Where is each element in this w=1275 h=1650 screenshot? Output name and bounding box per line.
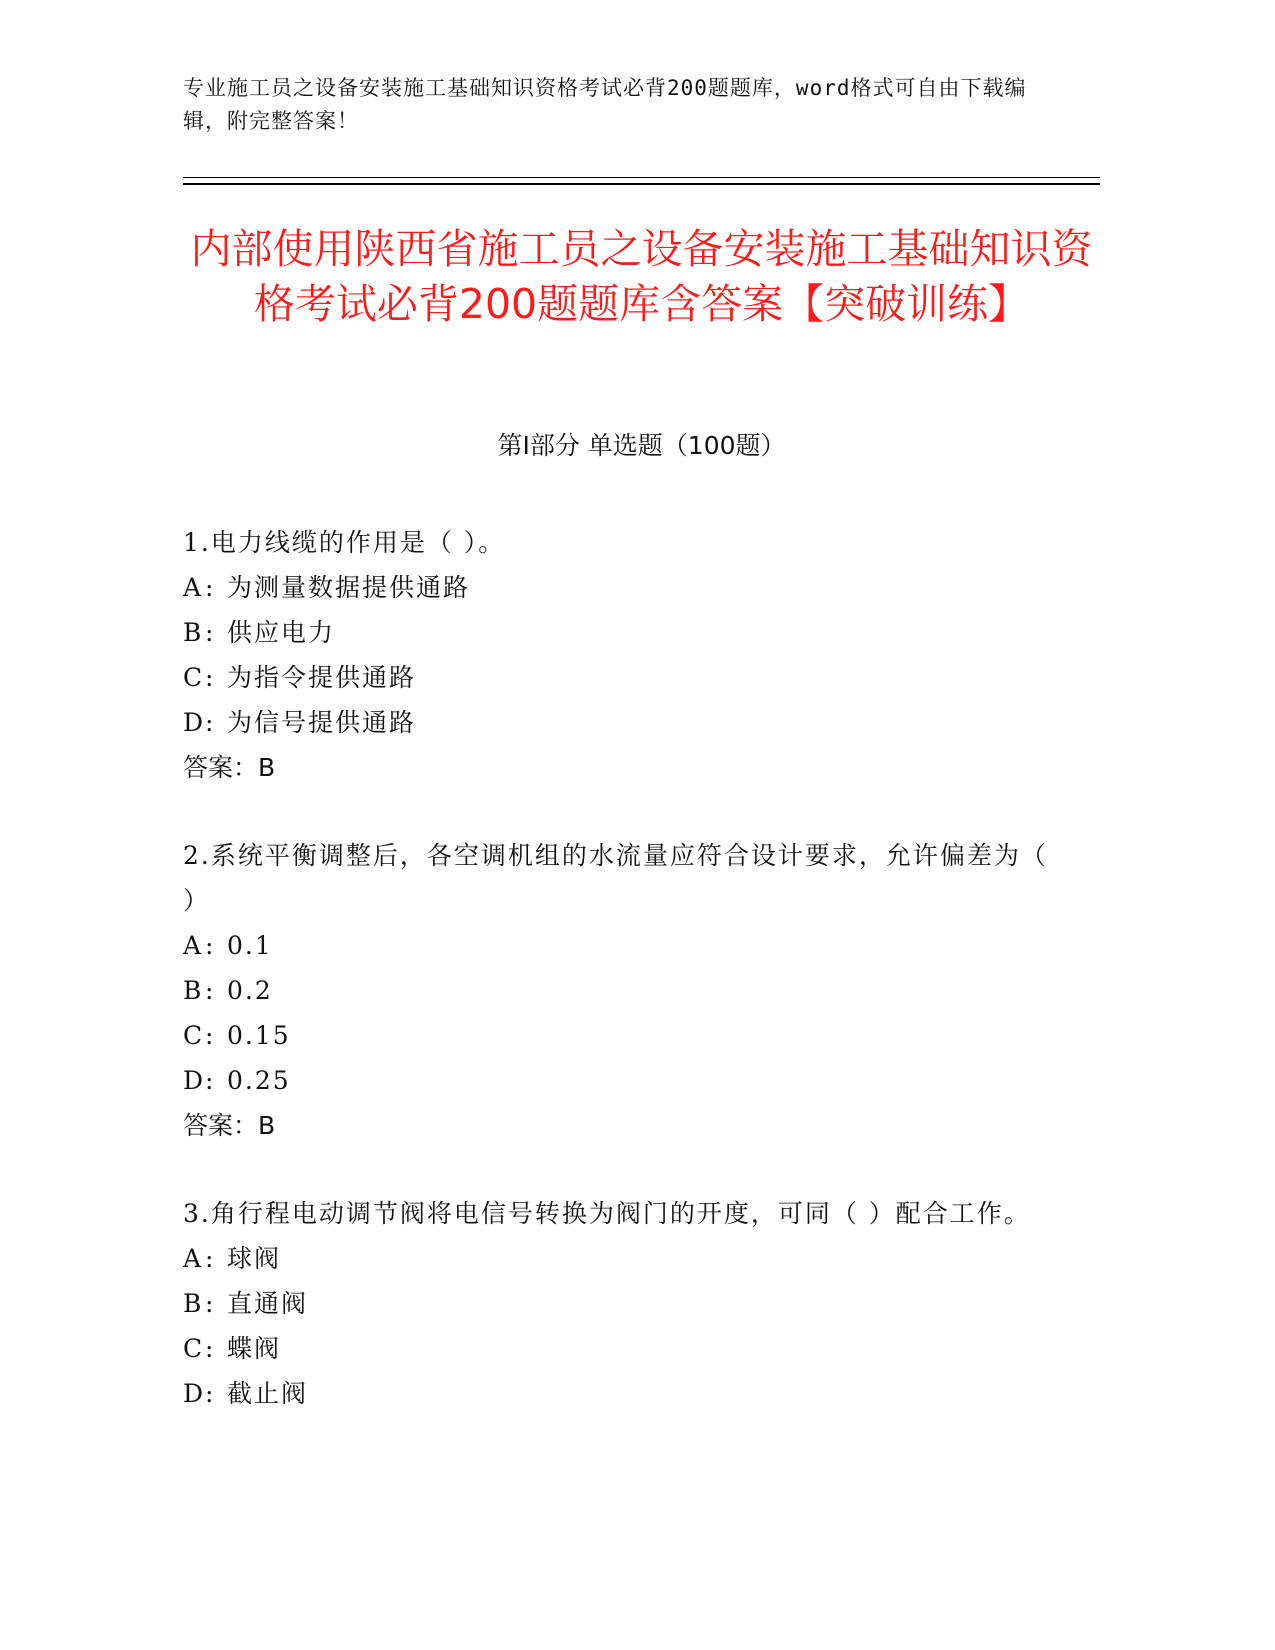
option-text: 0.2 bbox=[227, 976, 273, 1005]
option-letter: A bbox=[183, 1244, 204, 1273]
option-a bbox=[183, 1236, 1053, 1281]
answer-line bbox=[183, 1103, 1053, 1148]
option-letter: C bbox=[183, 1334, 205, 1363]
option-separator: : bbox=[205, 1289, 216, 1318]
option-text: 0.25 bbox=[227, 1066, 291, 1095]
option-text: 截止阀 bbox=[227, 1379, 309, 1408]
question-2 bbox=[183, 833, 1053, 1148]
option-separator: : bbox=[205, 1244, 216, 1273]
option-b bbox=[183, 968, 1053, 1013]
option-letter: C bbox=[183, 1021, 205, 1050]
option-d bbox=[183, 1371, 1053, 1416]
question-stem: 3.角行程电动调节阀将电信号转换为阀门的开度，可同（ ）配合工作。 bbox=[183, 1199, 1031, 1228]
section-heading: 第I部分 单选题（100题） bbox=[497, 431, 786, 460]
option-text: 为测量数据提供通路 bbox=[227, 573, 471, 602]
option-separator: : bbox=[205, 1379, 216, 1408]
option-separator: : bbox=[205, 1334, 216, 1363]
header-note: 专业施工员之设备安装施工基础知识资格考试必背200题题库，word格式可自由下载编辑，附完整答案！ bbox=[183, 76, 1027, 133]
option-separator: : bbox=[205, 976, 216, 1005]
option-letter: D bbox=[183, 1066, 206, 1095]
option-letter: B bbox=[183, 976, 204, 1005]
option-text: 直通阀 bbox=[227, 1289, 309, 1318]
option-separator: : bbox=[205, 663, 216, 692]
question-3 bbox=[183, 1191, 1053, 1416]
header-divider-thin bbox=[183, 177, 1100, 178]
answer-line bbox=[183, 745, 1053, 790]
document-title: 内部使用陕西省施工员之设备安装施工基础知识资格考试必背200题题库含答案【突破训练】 bbox=[190, 225, 1093, 328]
option-separator: : bbox=[205, 618, 216, 647]
option-c bbox=[183, 1013, 1053, 1058]
option-letter: A bbox=[183, 931, 204, 960]
option-separator: : bbox=[205, 931, 216, 960]
option-text: 为指令提供通路 bbox=[227, 663, 417, 692]
option-c bbox=[183, 655, 1053, 700]
option-letter: B bbox=[183, 1289, 204, 1318]
option-text: 0.15 bbox=[227, 1021, 291, 1050]
option-letter: C bbox=[183, 663, 205, 692]
option-separator: : bbox=[205, 1021, 216, 1050]
option-d bbox=[183, 700, 1053, 745]
option-c bbox=[183, 1326, 1053, 1371]
question-stem: 1.电力线缆的作用是（ ）。 bbox=[183, 528, 506, 557]
option-text: 供应电力 bbox=[227, 618, 336, 647]
option-text: 0.1 bbox=[227, 931, 273, 960]
option-letter: A bbox=[183, 573, 204, 602]
question-1 bbox=[183, 520, 1053, 790]
option-d bbox=[183, 1058, 1053, 1103]
answer-value: B bbox=[258, 1111, 276, 1140]
header-divider-thick bbox=[183, 183, 1100, 185]
option-b bbox=[183, 610, 1053, 655]
answer-label: 答案： bbox=[183, 753, 259, 782]
question-stem: 2.系统平衡调整后，各空调机组的水流量应符合设计要求，允许偏差为（ ） bbox=[183, 841, 1048, 915]
option-separator: : bbox=[205, 1066, 216, 1095]
answer-label: 答案： bbox=[183, 1111, 259, 1140]
option-letter: D bbox=[183, 708, 206, 737]
option-text: 球阀 bbox=[227, 1244, 282, 1273]
option-a bbox=[183, 923, 1053, 968]
option-letter: B bbox=[183, 618, 204, 647]
question-list bbox=[183, 520, 1053, 1459]
option-a bbox=[183, 565, 1053, 610]
option-text: 为信号提供通路 bbox=[227, 708, 417, 737]
option-separator: : bbox=[205, 708, 216, 737]
option-b bbox=[183, 1281, 1053, 1326]
option-text: 蝶阀 bbox=[227, 1334, 282, 1363]
option-separator: : bbox=[205, 573, 216, 602]
option-letter: D bbox=[183, 1379, 206, 1408]
answer-value: B bbox=[258, 753, 276, 782]
